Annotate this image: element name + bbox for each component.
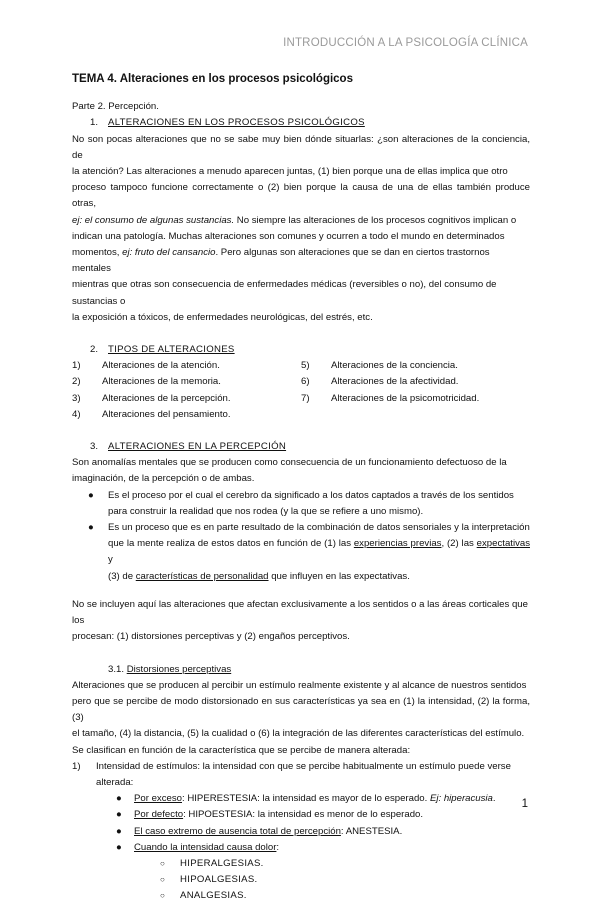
bullet-item: ● Es el proceso por el cual el cerebro da significado a los datos captados a través de los sentidos para construir la realidad que nos rodea (y la que se refiere a uno mismo).	[72, 488, 530, 520]
page-number: 1	[521, 798, 528, 810]
circle-bullet-icon: ○	[160, 875, 165, 885]
subsection-3-1-heading: 3.1. Distorsiones perceptivas	[108, 663, 232, 675]
bullet-icon: ●	[88, 522, 94, 534]
bullet-item: ● Es un proceso que es en parte resultado de la combinación de datos sensoriales y la interpretación que la mente realiza de estos datos en función de (1) las experiencias previas, (2) las expectativas y (3) de características de personalidad que influyen en las expectativas.	[72, 520, 530, 585]
section-1-heading: 1. ALTERACIONES EN LOS PROCESOS PSICOLÓGICOS	[90, 117, 365, 129]
bullet-icon: ●	[116, 841, 122, 853]
bullet-icon: ●	[116, 793, 122, 805]
sub-sub-item: ○ ANALGESIAS.	[72, 888, 530, 904]
bullet-icon: ●	[116, 825, 122, 837]
part-label: Parte 2. Percepción.	[72, 101, 159, 113]
bullet-icon: ●	[88, 489, 94, 501]
circle-bullet-icon: ○	[160, 858, 165, 868]
section-3-heading: 3. ALTERACIONES EN LA PERCEPCIÓN	[90, 441, 287, 453]
document-title: TEMA 4. Alteraciones en los procesos psicológicos	[72, 73, 353, 85]
section-1-paragraph: No son pocas alteraciones que no se sabe muy bien dónde situarlas: ¿son alteraciones de la conciencia, de la atención? Las alteraciones a menudo aparecen juntas, (1) bien porque una de ellas implica que otro proceso tampoco funcione correctamente o (2) bien porque la causa de una de ellas también produce otras, ej: el consumo de algunas sustancias. No siempre las alteraciones de los procesos cognitivos implican o indican una patología. Muchas alteraciones son comunes y ocurren a todo el mundo en determinados momentos, ej: fruto del cansancio. Pero algunas son alteraciones que se dan en ciertos trastornos mentales mientras que otras son consecuencia de enfermedades médicas (reversibles o no), del consumo de sustancias o la exposición a tóxicos, de enfermedades neurológicas, del estrés, etc.	[72, 133, 530, 323]
circle-bullet-icon: ○	[160, 891, 165, 901]
sub-bullet-item: ● El caso extremo de ausencia total de percepción: ANESTESIA.	[72, 824, 530, 840]
numbered-item: 1) Intensidad de estímulos: la intensidad con que se percibe habitualmente un estímulo puede verse alterada:	[72, 760, 511, 788]
section-2-heading: 2. TIPOS DE ALTERACIONES	[90, 344, 235, 356]
list-item: 2) Alteraciones de la memoria.	[72, 376, 221, 388]
section-3-paragraph: No se incluyen aquí las alteraciones que afectan exclusivamente a los sentidos o a las áreas corticales que los	[72, 598, 528, 627]
sub-bullet-item: ● Cuando la intensidad causa dolor:	[72, 840, 530, 856]
section-3-intro: Son anomalías mentales que se producen como consecuencia de un funcionamiento defectuoso de la	[72, 457, 507, 469]
list-item: 1) Alteraciones de la atención.	[72, 360, 220, 372]
list-item: 6) Alteraciones de la afectividad.	[301, 376, 459, 388]
alteration-types-list	[72, 358, 530, 423]
sub-sub-item: ○ HIPOALGESIAS.	[72, 872, 530, 888]
list-item: 3) Alteraciones de la percepción.	[72, 392, 231, 404]
document-body: TEMA 4. Alteraciones en los procesos psicológicos Parte 2. Percepción. 1. ALTERACIONES EN LOS PROCESOS PSICOLÓGICOS No son pocas alteraciones que no se sabe muy bien dónde situarlas: ¿son alteraciones de la conciencia, de la atención? Las alteraciones a menudo aparecen juntas, (1) bien porque una de ellas implica que otro proceso tampoco funcione correctamente o (2) bien porque la causa de una de ellas también produce otras, ej: el consumo de algunas sustancias. No siempre las alteraciones de los procesos cognitivos implican o indican una patología. Muchas alteraciones son comunes y ocurren a todo el mundo en determinados momentos, ej: fruto del cansancio. Pero algunas son alteraciones que se dan en ciertos trastornos mentales mientras que otras son consecuencia de enfermedades médicas (reversibles o no), del consumo de sustancias o la exposición a tóxicos, de enfermedades neurológicas, del estrés, etc. 2. TIPOS DE ALTERACIONES 1) Alteraciones de la atención. 2) Alteraciones de la memoria. 3) Alteraciones de la percepción. 4) Alteraciones del pensamiento. 5) Alteraciones de la conciencia. 6) Alteraciones de la afectividad. 7) Alteraciones de la psicomotricidad. 3. ALTERACIONES EN LA PERCEPCIÓN Son anomalías mentales que se producen como consecuencia de un funcionamiento defectuoso de la imaginación, de la percepción o de ambas. ● Es el proceso por el cual el cerebro da significado a los datos captados a través de los sentidos para construir la realidad que nos rodea (y la que se refiere a uno mismo). ● Es un proceso que es en parte resultado de la combinación de datos sensoriales y la interpretación que la mente realiza de estos datos en función de (1) las experiencias previas, (2) las expectativas y (3) de características de personalidad que influyen en las expectativas. No se incluyen aquí las alteraciones que afectan exclusivamente a los sentidos o a las áreas corticales que los procesan: (1) distorsiones perceptivas y (2) engaños perceptivos. 3.1. Distorsiones perceptivas Alteraciones que se producen al percibir un estímulo realmente existente y al alcance de nuestros sentidos pero que se percibe de modo distorsionado en sus características ya sea en (1) la intensidad, (2) la forma, (3) el tamaño, (4) la distancia, (5) la cualidad o (6) la integración de las diferentes características del estímulo. Se clasifican en función de la característica que se percibe de manera alterada: 1) Intensidad de estímulos: la intensidad con que se percibe habitualmente un estímulo puede verse alterada: ● Por exceso: HIPERESTESIA: la intensidad es mayor de lo esperado. Ej: hiperacusia. ● Por defecto: HIPOESTESIA: la intensidad es menor de lo esperado. ● El caso extremo de ausencia total de percepción: ANESTESIA. ● Cuando la intensidad causa dolor: ○ HIPERALGESIAS. ○ HIPOALGESIAS. ○ ANALGESIAS.	[72, 71, 530, 905]
list-item: 7) Alteraciones de la psicomotricidad.	[301, 392, 480, 404]
sub-bullet-item: ● Por defecto: HIPOESTESIA: la intensidad es menor de lo esperado.	[72, 807, 530, 823]
sub-bullet-item: ● Por exceso: HIPERESTESIA: la intensidad es mayor de lo esperado. Ej: hiperacusia.	[72, 791, 530, 807]
bullet-icon: ●	[116, 809, 122, 821]
sub-sub-item: ○ HIPERALGESIAS.	[72, 856, 530, 872]
list-item: 5) Alteraciones de la conciencia.	[301, 360, 458, 372]
list-item: 4) Alteraciones del pensamiento.	[72, 408, 231, 420]
running-header: INTRODUCCIÓN A LA PSICOLOGÍA CLÍNICA	[283, 37, 528, 49]
